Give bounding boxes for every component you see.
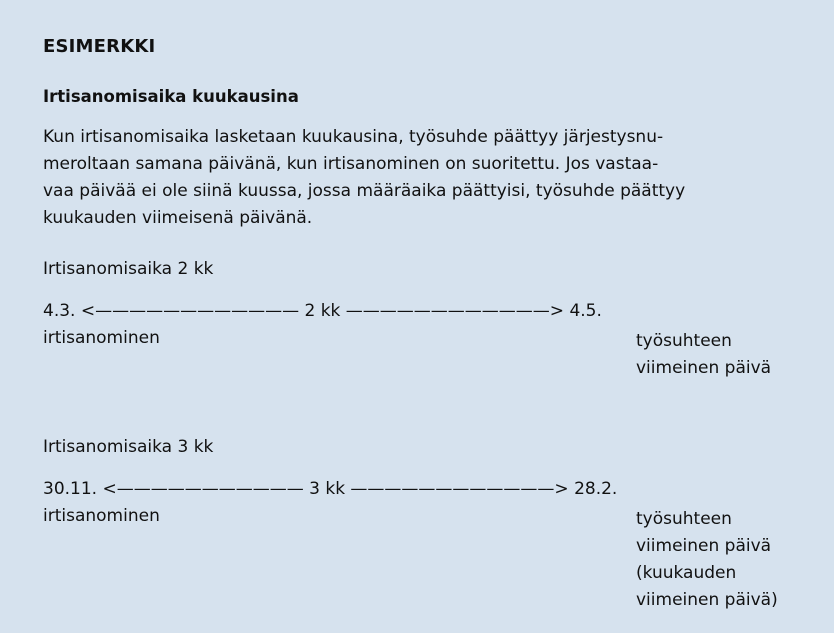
box-heading: ESIMERKKI xyxy=(43,36,156,57)
paragraph-line: kuukauden viimeisenä päivänä. xyxy=(43,208,313,228)
end-label-line: viimeinen päivä xyxy=(636,536,772,556)
end-label-line: viimeinen päivä xyxy=(636,358,772,378)
explanation-paragraph xyxy=(43,124,813,232)
end-label-line: työsuhteen xyxy=(636,509,732,529)
example-1-end-label xyxy=(636,328,771,382)
paragraph-line: Kun irtisanomisaika lasketaan kuukausina, työsuhde päättyy järjestysnu- xyxy=(43,127,664,147)
example-2-start-label: irtisanominen xyxy=(43,506,160,526)
end-label-line: (kuukauden xyxy=(636,563,737,583)
example-1-title: Irtisanomisaika 2 kk xyxy=(43,259,214,279)
paragraph-line: vaa päivää ei ole siinä kuussa, jossa määräaika päättyisi, työsuhde päättyy xyxy=(43,181,686,201)
example-1-timeline: 4.3. <———————————— 2 kk ————————————> 4.5. xyxy=(43,301,602,321)
example-2-end-label xyxy=(636,506,778,614)
example-2-timeline: 30.11. <——————————— 3 kk ————————————> 28.2. xyxy=(43,479,618,499)
example-2-title: Irtisanomisaika 3 kk xyxy=(43,437,214,457)
end-label-line: työsuhteen xyxy=(636,331,732,351)
end-label-line: viimeinen päivä) xyxy=(636,590,778,610)
example-1-start-label: irtisanominen xyxy=(43,328,160,348)
box-subheading: Irtisanomisaika kuukausina xyxy=(43,87,299,106)
paragraph-line: meroltaan samana päivänä, kun irtisanominen on suoritettu. Jos vastaa- xyxy=(43,154,659,174)
